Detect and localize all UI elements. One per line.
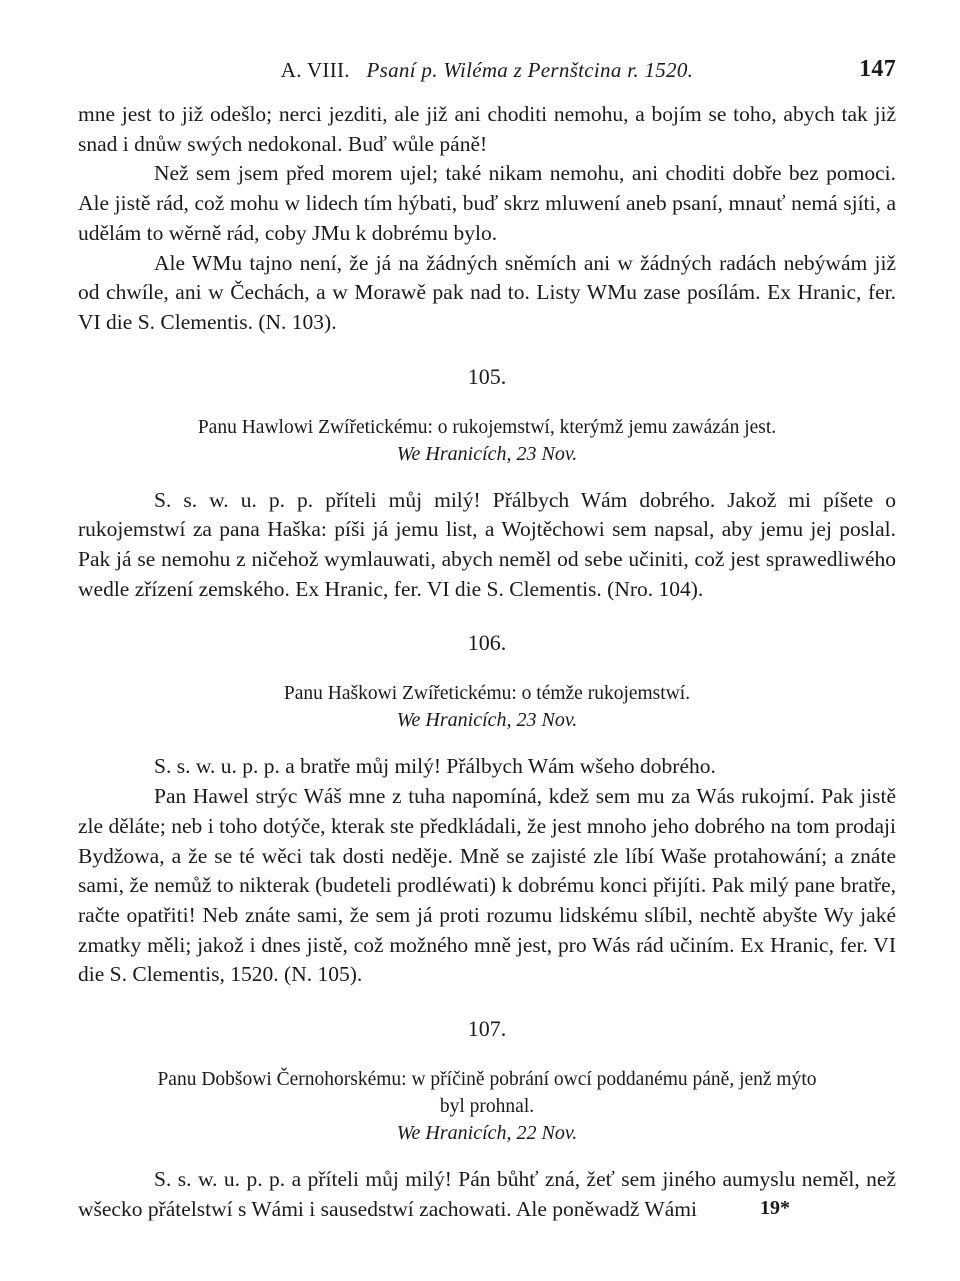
page-body (78, 100, 896, 1224)
letter-paragraph: S. s. w. u. p. p. a příteli můj milý! Pán bůhť zná, žeť sem jiného aumyslu neměl, než wšecko přátelstwí s Wámi i sausedstwí zachowati. Ale poněwadž Wámi (78, 1167, 896, 1221)
letter-paragraph: Pan Hawel strýc Wáš mne z tuha napomíná, kdež sem mu za Wás rukojmí. Pak jistě zle děláte; neb i toho dotýče, kterak ste předkládali, že jest mnoho jeho dobrého na tom prodaji Bydžowa, a že se té wěci tak dosti neděje. Mně se zajisté zle líbí Waše protahowání; a znáte sami, že nemůž to nikterak (budeteli prodléwati) k dobrému konci přijíti. Pak milý pane bratře, račte opatřiti! Neb znáte sami, že sem já proti rozumu lidskému slíbil, nechtě abyšte Wy jaké zmatky měli; jakož i dnes jistě, což možného mně jest, pro Wás rád učiním. Ex Hranic, fer. VI die S. Clementis, 1520. (N. 105). (78, 784, 896, 987)
letter-105 (78, 364, 896, 605)
opening-paragraph-3: Ale WMu tajno není, že já na žádných sněmích ani w žádných radách nebýwám již od chwíle, ani w Čechách, a w Morawě pak nad to. Listy WMu zase posílám. Ex Hranic, fer. VI die S. Clementis. (N. 103). (78, 250, 896, 334)
running-head (78, 58, 896, 90)
signature-mark: 19* (760, 1197, 790, 1219)
opening-paragraph-2: Než sem jsem před morem ujel; také nikam nemohu, ani choditi dobře bez pomoci. Ale jistě rád, což mohu w lidech tím hýbati, buď skrz mluwení aneb psaní, mnauť nemá sjíti, a udělám to wěrně rád, coby JMu k dobrému bylo. (78, 161, 896, 245)
section-label: A. VIII. (280, 58, 350, 82)
letter-address: Panu Hawlowi Zwířetickému: o rukojemstwí, kterýmž jemu zawázán jest. (197, 416, 777, 438)
letter-paragraph: S. s. w. u. p. p. a bratře můj milý! Přálbych Wám wšeho dobrého. (154, 754, 716, 779)
opening-paragraph-1: mne jest to již odešlo; nerci jezditi, ale již ani choditi nemohu, a bojím se toho, abych tak již snad i dnůw swých nedokonal. Buď wůle páně! (78, 102, 896, 156)
letter-106 (78, 630, 896, 990)
letter-place-date: We Hranicích, 23 Nov. (396, 709, 578, 732)
letter-address: Panu Dobšowi Černohorskému: w příčině pobrání owcí poddanému páně, jenž mýto (157, 1069, 817, 1091)
letter-address: Panu Haškowi Zwířetickému: o témže rukojemstwí. (283, 683, 691, 705)
letter-107 (78, 1016, 896, 1224)
letter-number: 106. (467, 630, 507, 656)
letter-number: 105. (467, 363, 507, 389)
letter-number: 107. (467, 1016, 507, 1042)
letter-address-continued: byl prohnal. (439, 1096, 535, 1118)
running-title: Psaní p. Wiléma z Pernštcina r. 1520. (366, 58, 694, 82)
page-number: 147 (859, 56, 896, 82)
letter-paragraph: S. s. w. u. p. p. příteli můj milý! Přálbych Wám dobrého. Jakož mi píšete o rukojemstwí za pana Haška: píši já jemu list, a Wojtěchowi sem napsal, aby jemu jej poslal. Pak já se nemohu z ničehož wymlauwati, abych neměl od sebe učiniti, což jest sprawedliwého wedle zřízení zemského. Ex Hranic, fer. VI die S. Clementis. (Nro. 104). (78, 487, 896, 601)
letter-place-date: We Hranicích, 23 Nov. (396, 442, 578, 465)
letter-place-date: We Hranicích, 22 Nov. (396, 1122, 578, 1145)
